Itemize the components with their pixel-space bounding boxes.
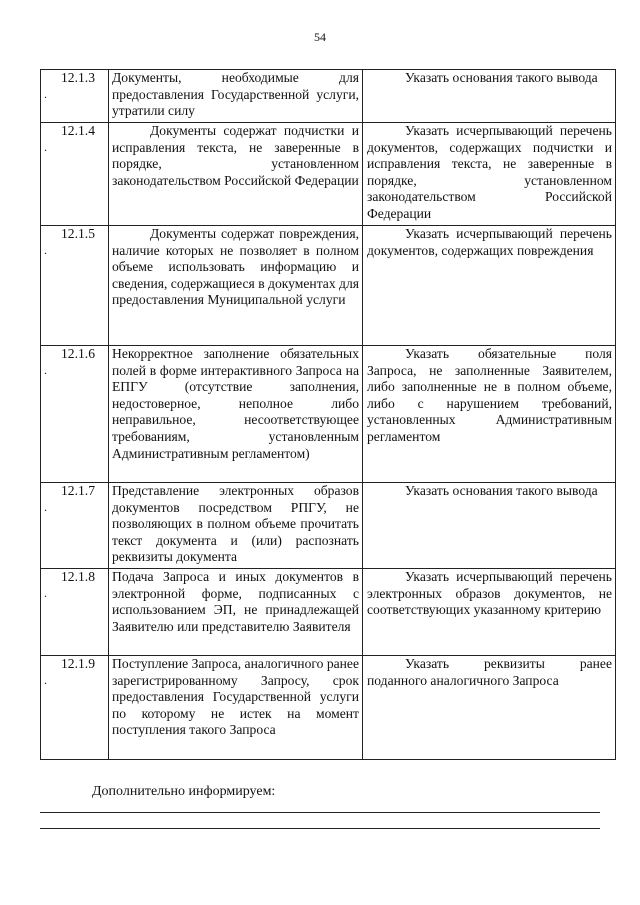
- row-number-dot: .: [44, 586, 47, 600]
- row-number-cell: [41, 483, 109, 569]
- row-number: 12.1.3: [61, 70, 95, 85]
- row-number: 12.1.7: [61, 483, 95, 498]
- reason-cell: Представление электронных образов документов посредством РПГУ, не позволяющих в полном объеме прочитать текст документа и (или) распознать реквизиты документа: [109, 483, 363, 569]
- reason-cell: Подача Запроса и иных документов в электронной форме, подписанных с использованием ЭП, не принадлежащей Заявителю или представителю Заявителя: [109, 569, 363, 656]
- reason-cell: Документы содержат подчистки и исправления текста, не заверенные в порядке, установленном законодательством Российской Федерации: [109, 123, 363, 226]
- row-number-dot: .: [44, 363, 47, 377]
- row-number-dot: .: [44, 87, 47, 101]
- row-number-cell: [41, 70, 109, 123]
- refusal-reasons-table: [40, 69, 616, 760]
- row-number-cell: [41, 656, 109, 760]
- action-cell: Указать реквизиты ранее поданного аналогичного Запроса: [363, 656, 616, 760]
- blank-fill-line: [40, 812, 600, 813]
- table-row: [41, 123, 616, 226]
- row-number-dot: .: [44, 500, 47, 514]
- table-body: [41, 70, 616, 760]
- row-number: 12.1.8: [61, 569, 95, 584]
- table-row: [41, 346, 616, 483]
- row-number: 12.1.5: [61, 226, 95, 241]
- row-number-dot: .: [44, 140, 47, 154]
- reason-cell: Документы содержат повреждения, наличие которых не позволяет в полном объеме использовать информацию и сведения, содержащиеся в документах для предоставления Муниципальной услуги: [109, 226, 363, 346]
- action-cell: Указать исчерпывающий перечень электронных образов документов, не соответствующих указанному критерию: [363, 569, 616, 656]
- row-number-dot: .: [44, 673, 47, 687]
- row-number-cell: [41, 569, 109, 656]
- action-cell: Указать основания такого вывода: [363, 70, 616, 123]
- row-number-cell: [41, 346, 109, 483]
- row-number-cell: [41, 123, 109, 226]
- row-number: 12.1.6: [61, 346, 95, 361]
- row-number-cell: [41, 226, 109, 346]
- table-row: [41, 483, 616, 569]
- row-number: 12.1.9: [61, 656, 95, 671]
- reason-cell: Некорректное заполнение обязательных полей в форме интерактивного Запроса на ЕПГУ (отсутствие заполнения, недостоверное, неполное либо неправильное, несоответствующее требованиям, установленным Административным регламентом): [109, 346, 363, 483]
- table-row: [41, 70, 616, 123]
- reason-cell: Документы, необходимые для предоставления Государственной услуги, утратили силу: [109, 70, 363, 123]
- action-cell: Указать обязательные поля Запроса, не заполненные Заявителем, либо заполненные не в полном объеме, либо с нарушением требований, установленных Административным регламентом: [363, 346, 616, 483]
- row-number-dot: .: [44, 243, 47, 257]
- action-cell: Указать исчерпывающий перечень документов, содержащих подчистки и исправления текста, не заверенные в порядке, установленном законодательством Российской Федерации: [363, 123, 616, 226]
- table-row: [41, 569, 616, 656]
- action-cell: Указать исчерпывающий перечень документов, содержащих повреждения: [363, 226, 616, 346]
- blank-fill-line: [40, 828, 600, 829]
- table-row: [41, 226, 616, 346]
- row-number: 12.1.4: [61, 123, 95, 138]
- page-number: 54: [314, 30, 326, 44]
- reason-cell: Поступление Запроса, аналогичного ранее зарегистрированному Запросу, срок предоставления Государственной услуги по которому не истек на момент поступления такого Запроса: [109, 656, 363, 760]
- table-row: [41, 656, 616, 760]
- action-cell: Указать основания такого вывода: [363, 483, 616, 569]
- additional-info-label: Дополнительно информируем:: [92, 784, 276, 799]
